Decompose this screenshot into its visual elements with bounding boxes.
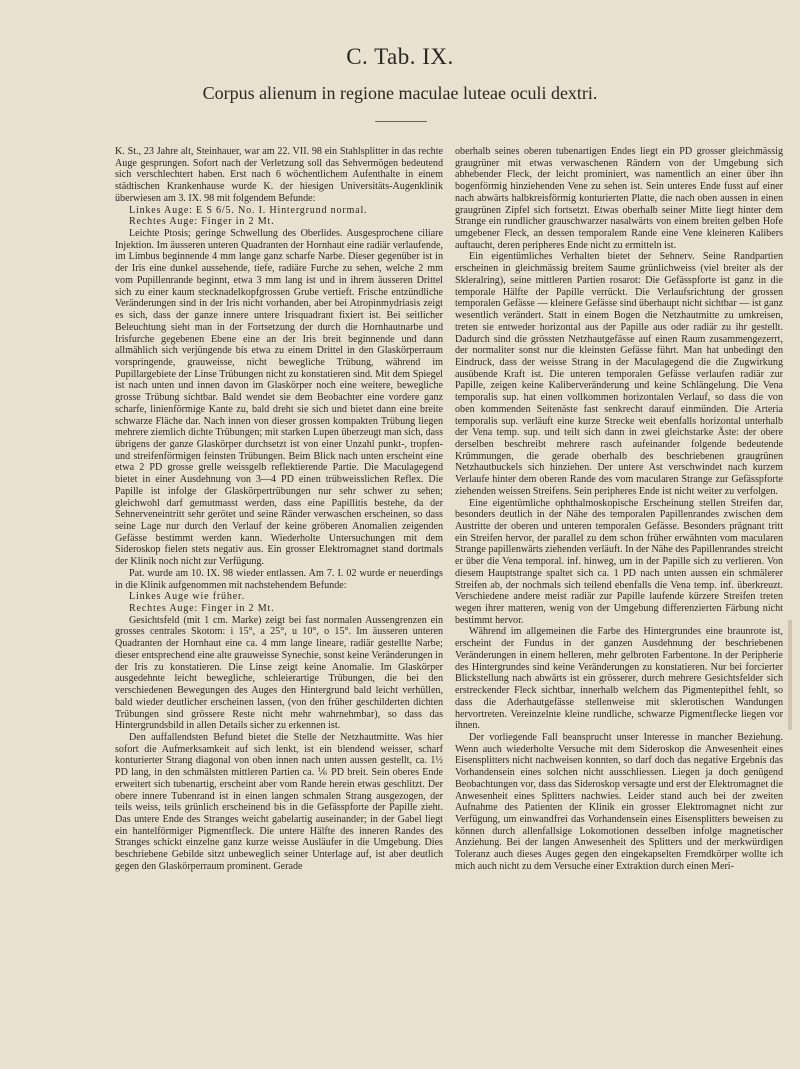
scan-edge-mark (788, 620, 792, 730)
paragraph: Gesichtsfeld (mit 1 cm. Marke) zeigt bei fast normalen Aussengrenzen ein grosses centrales Skotom: i 15°, a 25°, u 10°, o 15°. Im äusseren unteren Quadranten der Hornhaut eine ca. 4 mm lange lineare, radiär gestellte Narbe; dieser entsprechend eine alte grauweisse Synechie, sonst keine Veränderungen in der Iris zu konstatieren. Die Linse zeigt keine Anomalie. Im Glaskörper ausgedehnte leicht bewegliche, schleierartige Trübungen, die bei den verschiedenen Bewegungen des Auges den Hintergrund bald leicht verhüllen, bald wieder deutlicher erscheinen lassen, (von den früher geschilderten dichten Trübungen sind grössere Reste nicht mehr wahrnehmbar), so dass das Hintergrundsbild in allen Details sicher zu erkennen ist. (115, 614, 443, 732)
paragraph: Linkes Auge wie früher. (129, 591, 245, 603)
paragraph: Eine eigentümliche ophthalmoskopische Erscheinung stellen Streifen dar, besonders deutlich in der Nähe des temporalen Papillenrandes zwischen dem Austritte der oberen und unteren temporalen Gefässe. Besonders prägnant tritt ein Streifen hervor, der parallel zu dem schon früher erwähnten vom macularen Strange papillenwärts ziehenden verläuft. In der Nähe des Papillenrandes streicht er über die Vena temporal. inf. hinweg, um in der Papille sich zu verlieren. Von diesem Hauptstrange spaltet sich ca. 1 PD nach unten aussen ein schmälerer Streifen ab, der nochmals sich teilend ebenfalls die Vena temp. inf. überkreuzt. Verschiedene andere meist radiär zur Papille laufende kürzere Streifen treten wegen ihrer matteren, wenig von der Umgebung differenzierten Färbung nicht bestimmt hervor. (455, 497, 783, 626)
page-subtitle: Corpus alienum in regione maculae luteae oculi dextri. (202, 83, 598, 103)
plate-title: C. Tab. IX. (346, 44, 454, 69)
paragraph: oberhalb seines oberen tubenartigen Endes liegt ein PD grosser gleichmässig graugrüner mit etwas verwaschenen Rändern von der Umgebung sich abhebender Fleck, der leicht prominiert, was namentlich an einer über ihn bogenförmig hinziehenden Vene zu sehen ist. Sein unteres Ende fusst auf einer nach abwärts halbkreisförmig konturierten Platte, die nach oben aussen in einen graugrünen Zipfel sich fortsetzt. Etwas oberhalb seiner Mitte liegt hinter dem Strange ein rundlicher grauschwarzer nasalwärts von einem breiten gelben Hofe umgebener Fleck, an dessen temporalem Rande eine Vene kleineren Kalibers auftaucht, deren peripheres Ende nicht zu ermitteln ist. (455, 146, 783, 251)
right-column (455, 146, 783, 873)
paragraph: Der vorliegende Fall beansprucht unser Interesse in mancher Beziehung. Wenn auch wiederholte Versuche mit dem Sideroskop die Anwesenheit eines Eisensplitters nicht nachweisen konnten, so darf doch das negative Ergebnis das Vorhandensein eines solchen nicht ausschliessen. Liegen ja doch genügend Beobachtungen vor, dass das Sideroskop versagte und erst der Elektromagnet die Anwesenheit eines Splitters nachwies. Leider stand auch bei der zweiten Aufnahme des Patienten der Klinik ein grosser Elektromagnet nicht zur Verfügung, um einwandfrei das Vorhandensein eines Eisensplitters beweisen zu können durch allenfallsige Lokomotionen desselben infolge magnetischer Anziehung. Bei der langen Anwesenheit des Splitters und der merkwürdigen Toleranz auch dieses Auges gegen den eingekapselten Fremdkörper wollte ich mich auch nicht zu dem Versuche einer Extraktion durch einen Meri- (455, 731, 783, 872)
title-divider (375, 121, 427, 122)
paragraph: Den auffallendsten Befund bietet die Stelle der Netzhautmitte. Was hier sofort die Aufmerksamkeit auf sich lenkt, ist ein blendend weisser, scharf konturierter Strang diagonal von oben innen nach unten aussen gestellt, ca. 1½ PD lang, in den schmälsten mittleren Partien ca. ⅙ PD breit. Sein oberes Ende erweitert sich tubenartig, erscheint aber vom Rande herein etwas geschlitzt. Der obere innere Tubenrand ist in einen langen schmalen Strang ausgezogen, der teils weiss, teils grünlich erscheinend bis in die Gefässpforte der Papille zieht. Das untere Ende des Stranges weicht gabelartig auseinander; in der Gabel liegt ein hantelförmiger Pigmentfleck. Die untere Hälfte des inneren Randes des Stranges schickt einzelne ganz kurze weisse Ausläufer in die Umgebung. Dies beschriebene Gebilde sitzt unbeweglich seiner Unterlage auf, ist aber deutlich gegen den Glaskörperraum prominent. Gerade (115, 731, 443, 872)
paragraph: Linkes Auge: E S 6/5. No. I. Hintergrund normal. (129, 204, 368, 216)
paragraph: Leichte Ptosis; geringe Schwellung des Oberlides. Ausgesprochene ciliare Injektion. Im äusseren unteren Quadranten der Hornhaut eine radiär verlaufende, im Limbus beginnende 4 mm lange ganz scharfe Narbe. Dieser gegenüber ist in der Iris eine dunkel aussehende, tiefe, radiäre Furche zu sehen, welche 2 mm vom Pupillenrande beginnt, etwa 3 mm lang ist und in ihrem äusseren Drittel sich zu einer kaum stecknadelkopfgrossen Grube vertieft. Frische entzündliche Veränderungen sind in der Iris nicht vorhanden, aber bei Atropinmydriasis zeigt es sich, dass der ganze innere untere Irisquadrant fixiert ist. Bei seitlicher Beleuchtung sieht man in der Fortsetzung der durch die Hornhautnarbe und Irisfurche gegebenen Ebene eine an der Iris breit beginnende und dann allmählich sich verjüngende bis etwa zu einem Drittel in den Glaskörperraum vorspringende, grauweisse, nicht bewegliche Trübung, während im Pupillargebiete der Linse Trübungen nicht zu konstatieren sind. Mit dem Spiegel ist nach unten und innen davon im Glaskörper noch eine weitere, bewegliche grosse Trübung sichtbar. Bald wendet sie dem Beobachter eine vordere ganz scharfe, linienförmige Kante zu, bald dreht sie sich und bietet dann eine breite schwarze Fläche dar. Nach innen von dieser grossen kompakten Trübung liegen mehrere ziemlich dichte Trübungen; mit starken Lupen überzeugt man sich, dass übrigens der ganze Glaskörper durchsetzt ist von einer Unzahl punkt-, tropfen- und streifenförmigen feinsten Trübungen. Beim Blick nach unten erscheint eine etwa 2 PD grosse grelle weissgelb reflektierende Partie. Die Maculagegend bietet in einer Ausdehnung von 3—4 PD einen trübweisslichen Reflex. Die Papille ist infolge der Glaskörpertrübungen nur sehr schwer zu sehen; gleichwohl darf gemutmasst werden, dass eine Papillitis bestehe, da der Sehnerveneintritt sehr gerötet und seine Ränder verwaschen erscheinen, so dass seine Lage nur durch den Verlauf der keine gröberen Anomalien zeigenden Gefässe bestimmt werden kann. Wiederholte Untersuchungen mit dem Sideroskop fielen stets negativ aus. Ein grosser Elektromagnet stand dortmals der Klinik noch nicht zur Verfügung. (115, 228, 443, 568)
paragraph: K. St., 23 Jahre alt, Steinhauer, war am 22. VII. 98 ein Stahlsplitter in das rechte Auge gesprungen. Sofort nach der Verletzung soll das Sehvermögen bedeutend sich verschlechtert haben. Erst nach 6 wöchentlichem Aufenthalte in einem städtischen Krankenhause wurde K. der hiesigen Universitäts-Augenklinik überwiesen am 3. IX. 98 mit folgendem Befunde: (115, 146, 443, 204)
paragraph: Rechtes Auge: Finger in 2 Mt. (129, 603, 275, 615)
paragraph: Während im allgemeinen die Farbe des Hintergrundes eine braunrote ist, erscheint der Fundus in der ganzen Ausdehnung der beschriebenen Veränderungen in einem helleren, mehr gelbroten Farbentone. In der Peripherie des Hintergrundes sind keine Veränderungen zu konstatieren. Nur bei forcierter Blickstellung nach abwärts ist ein grösserer, durch mehrere Gesichtsfelder sich erstreckender Fleck sichtbar, innerhalb welchem das Pigmentepithel fehlt, so dass die Aderhautgefässe stellenweise mit sklerotischen Wandungen hervortreten. Vereinzelnte kleine rundliche, schwarze Pigmentflecke liegen vor ihnen. (455, 626, 783, 732)
paragraph: Rechtes Auge: Finger in 2 Mt. (129, 216, 275, 228)
paragraph: Pat. wurde am 10. IX. 98 wieder entlassen. Am 7. I. 02 wurde er neuerdings in die Klinik aufgenommen mit nachstehendem Befunde: (115, 567, 443, 591)
paragraph: Ein eigentümliches Verhalten bietet der Sehnerv. Seine Randpartien erscheinen in gleichmässig breitem Saume grünlichweiss (viel breiter als der Skleralring), seine mittleren Partien rosarot: Die Gefässpforte ist ganz in die temporale Hälfte der Papille verrückt. Die Verlaufsrichtung der grossen temporalen Gefässe — kleinere Gefässe sind überhaupt nicht sichtbar — ist ganz wesentlich verändert. Statt in einem Bogen die Netzhautmitte zu umkreisen, treten sie entweder horizontal aus der Papille aus oder radiär zu ihr gestellt. Dadurch sind die grössten Netzhautgefässe auf einen Raum zusammengezerrt, der normaliter sonst nur die kleinsten Gefässe führt. Man hat unbedingt den Eindruck, dass der weisse Strang in der Maculagegend die die Zugwirkung ausübende Kraft ist. Die unteren temporalen Gefässe verlaufen radiär zur Papille, zeigen keine Kaliberveränderung und keine Schlängelung. Die Vena temporalis sup. hat einen vollkommen horizontalen Verlauf, so dass die von oben kommenden Seitenäste fast senkrecht darauf einmünden. Die Arteria temporalis sup. verläuft eine kurze Strecke weit ebenfalls horizontal unterhalb der Vena temp. sup. und teilt sich dann in zwei gleichstarke Äste: der obere derselben beschreibt mehrere rasch aufeinander folgende bedeutende Krümmungen, die gerade oberhalb des beschriebenen graugrünen Netzhautbuckels sich hinziehen. Der untere Ast verschwindet nach kurzem Verlaufe hinter dem oberen Rande des vom macularen Strange zur Gefässpforte ziehenden weissen Streifens. Sein peripheres Ende ist nicht weiter zu verfolgen. (455, 251, 783, 497)
left-column (115, 146, 443, 873)
